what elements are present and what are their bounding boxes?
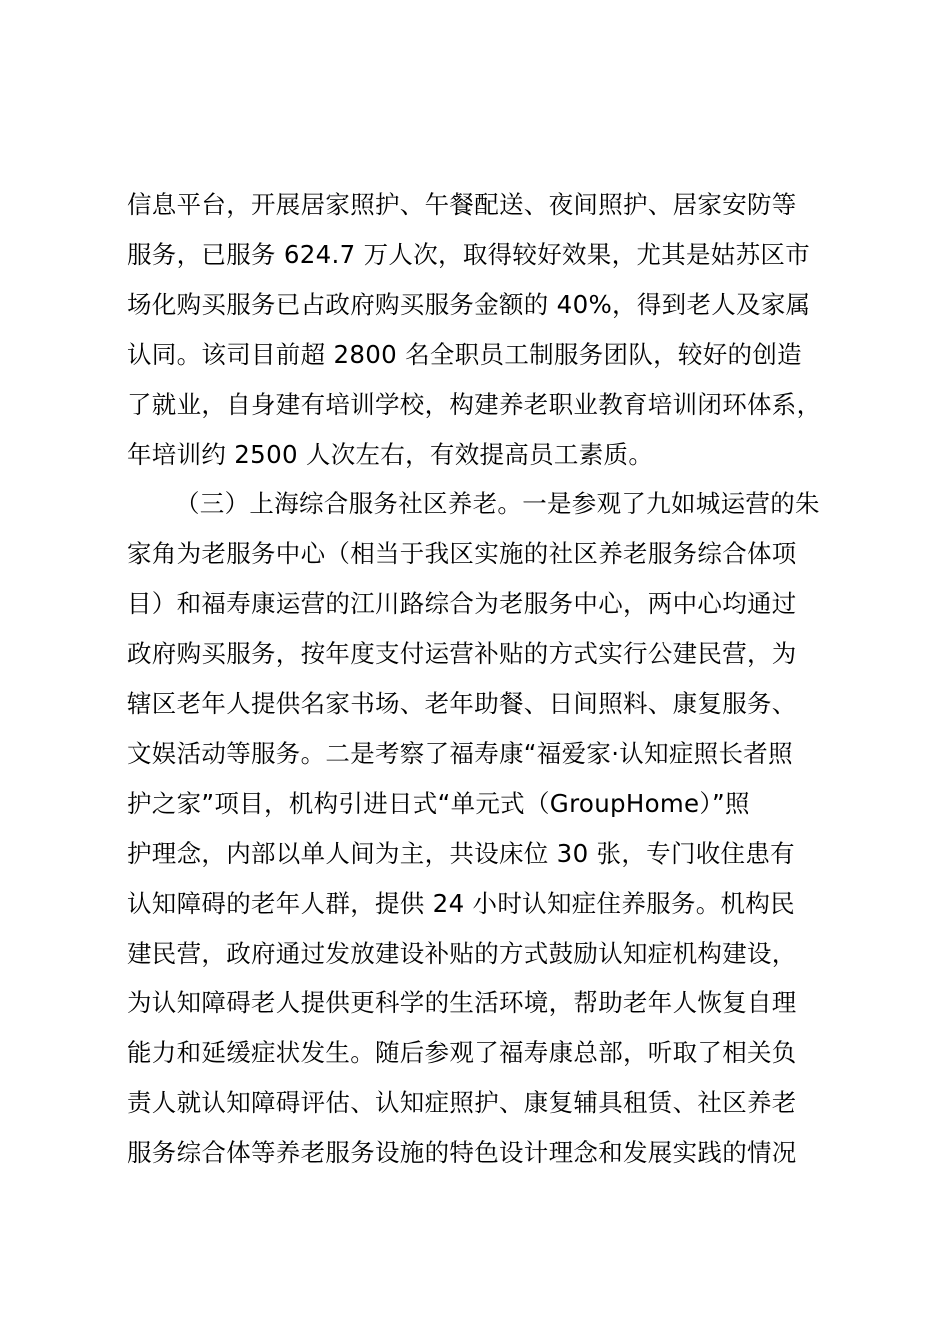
text-line: 护理念，内部以单人间为主，共设床位 30 张，专门收住患有 (127, 839, 795, 868)
text-line: 认同。该司目前超 2800 名全职员工制服务团队，较好的创造 (127, 340, 802, 369)
text-line: 为认知障碍老人提供更科学的生活环境，帮助老年人恢复自理 (127, 988, 797, 1017)
text-line: 目）和福寿康运营的江川路综合为老服务中心，两中心均通过 (127, 589, 797, 618)
text-line: 建民营，政府通过发放建设补贴的方式鼓励认知症机构建设， (127, 939, 797, 968)
text-line: 认知障碍的老年人群，提供 24 小时认知症住养服务。机构民 (127, 889, 795, 918)
paragraph-first-line: （三）上海综合服务社区养老。一是参观了九如城运营的朱 (175, 489, 820, 518)
text-line: 护之家”项目，机构引进日式“单元式（GroupHome）”照 (127, 789, 750, 818)
text-line: 了就业，自身建有培训学校，构建养老职业教育培训闭环体系， (127, 390, 822, 419)
text-line: 能力和延缓症状发生。随后参观了福寿康总部，听取了相关负 (127, 1038, 797, 1067)
text-line: 文娱活动等服务。二是考察了福寿康“福爱家·认知症照长者照 (127, 739, 793, 768)
text-line: 家角为老服务中心（相当于我区实施的社区养老服务综合体项 (127, 539, 797, 568)
text-line: 辖区老年人提供名家书场、老年助餐、日间照料、康复服务、 (127, 689, 797, 718)
text-line: 服务综合体等养老服务设施的特色设计理念和发展实践的情况 (127, 1138, 797, 1167)
text-line: 信息平台，开展居家照护、午餐配送、夜间照护、居家安防等 (127, 190, 797, 219)
text-line: 责人就认知障碍评估、认知症照护、康复辅具租赁、社区养老 (127, 1088, 797, 1117)
text-line: 年培训约 2500 人次左右，有效提高员工素质。 (127, 440, 654, 469)
text-line: 政府购买服务，按年度支付运营补贴的方式实行公建民营，为 (127, 639, 797, 668)
text-line: 服务，已服务 624.7 万人次，取得较好效果，尤其是姑苏区市 (127, 240, 811, 269)
text-line: 场化购买服务已占政府购买服务金额的 40%，得到老人及家属 (127, 290, 811, 319)
